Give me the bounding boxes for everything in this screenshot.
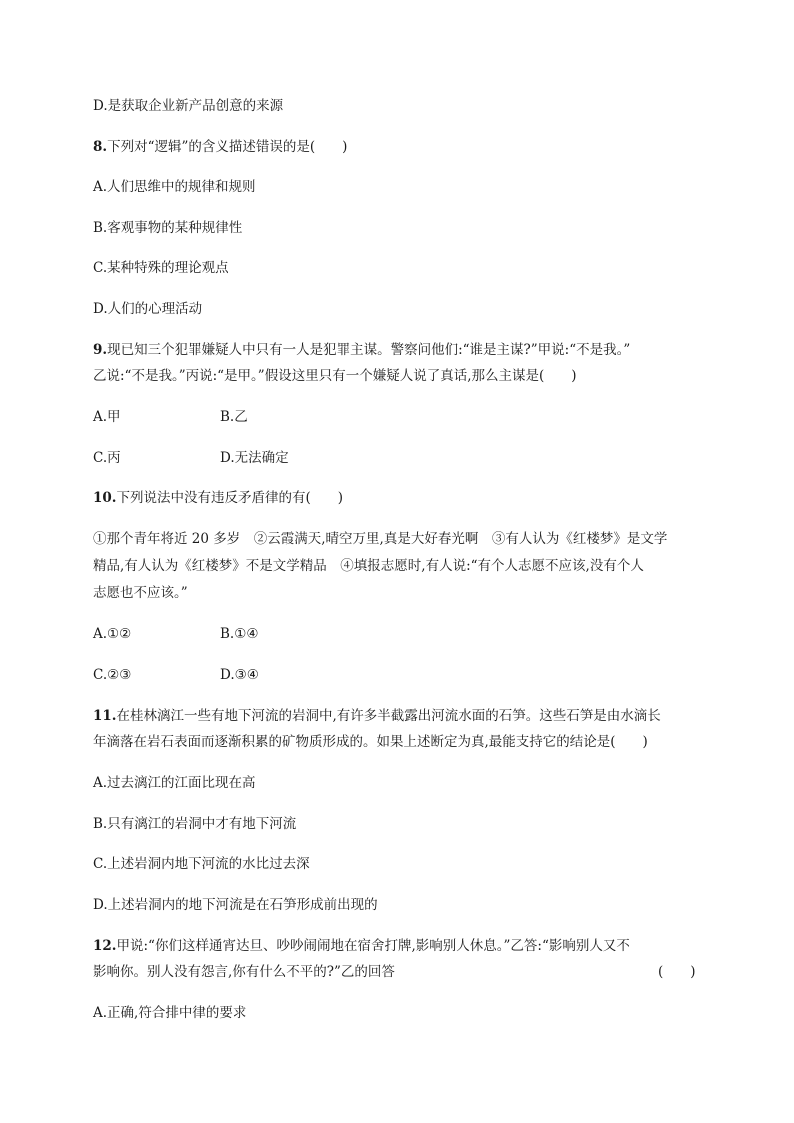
q10-option-b: B.①④ <box>220 626 259 642</box>
q9-options-row-1 <box>93 407 493 427</box>
q8-option-b: B.客观事物的某种规律性 <box>93 220 243 236</box>
question-9-line-2: 乙说:“不是我。”丙说:“是甲。”假设这里只有一个嫌疑人说了真话,那么主谋是( ) <box>93 368 577 384</box>
q10-options-row-1 <box>93 624 493 644</box>
question-number: 8. <box>93 139 108 155</box>
q10-options-row-2 <box>93 665 493 685</box>
question-number: 9. <box>93 342 108 358</box>
question-number: 10. <box>93 490 117 506</box>
q11-option-c: C.上述岩洞内地下河流的水比过去深 <box>93 856 310 872</box>
q12-option-a: A.正确,符合排中律的要求 <box>93 1005 247 1021</box>
q10-option-c: C.②③ <box>93 667 132 683</box>
question-number: 12. <box>93 938 117 954</box>
q9-option-d: D.无法确定 <box>220 450 289 466</box>
q9-option-a: A.甲 <box>93 409 121 425</box>
q8-option-d: D.人们的心理活动 <box>93 301 203 317</box>
q10-option-d: D.③④ <box>220 667 259 683</box>
question-text: 甲说:“你们这样通宵达旦、吵吵闹闹地在宿舍打牌,影响别人休息。”乙答:“影响别人又不 <box>116 938 630 954</box>
q9-options-row-2 <box>93 448 493 468</box>
question-11-line-2: 年滴落在岩石表面而逐渐积累的矿物质形成的。如果上述断定为真,最能支持它的结论是( ) <box>93 734 648 750</box>
q10-statements-line-1: ①那个青年将近 20 多岁 ②云霞满天,晴空万里,真是大好春光啊 ③有人认为《红楼梦》是文学 <box>93 531 668 547</box>
q11-option-a: A.过去漓江的江面比现在高 <box>93 775 256 791</box>
q11-option-b: B.只有漓江的岩洞中才有地下河流 <box>93 816 297 832</box>
question-8 <box>93 137 347 157</box>
question-number: 11. <box>93 708 117 724</box>
q11-option-d: D.上述岩洞内的地下河流是在石笋形成前出现的 <box>93 897 378 913</box>
question-11-line-1 <box>93 706 661 726</box>
question-text: 在桂林漓江一些有地下河流的岩洞中,有许多半截露出河流水面的石笋。这些石笋是由水滴长 <box>116 708 661 724</box>
q9-option-c: C.丙 <box>93 450 121 466</box>
question-text: 现已知三个犯罪嫌疑人中只有一人是犯罪主谋。警察问他们:“谁是主谋?”甲说:“不是我。” <box>107 342 631 358</box>
q10-statements-line-3: 志愿也不应该。” <box>93 585 188 601</box>
question-text: 下列对“逻辑”的含义描述错误的是( ) <box>107 139 348 155</box>
q10-option-a: A.①② <box>93 626 132 642</box>
q10-statements-line-2: 精品,有人认为《红楼梦》不是文学精品 ④填报志愿时,有人说:“有个人志愿不应该,没有个人 <box>93 558 644 574</box>
question-text: 下列说法中没有违反矛盾律的有( ) <box>116 490 344 506</box>
question-9-line-1 <box>93 340 630 360</box>
q7-option-d: D.是获取企业新产品创意的来源 <box>93 98 284 114</box>
q8-option-a: A.人们思维中的规律和规则 <box>93 179 256 195</box>
q8-option-c: C.某种特殊的理论观点 <box>93 260 229 276</box>
question-text: 影响你。别人没有怨言,你有什么不平的?”乙的回答 <box>93 964 395 980</box>
answer-parentheses: ( ) <box>658 964 696 980</box>
q9-option-b: B.乙 <box>220 409 248 425</box>
question-10 <box>93 488 343 508</box>
question-12-line-2 <box>93 962 703 982</box>
question-12-line-1 <box>93 936 630 956</box>
